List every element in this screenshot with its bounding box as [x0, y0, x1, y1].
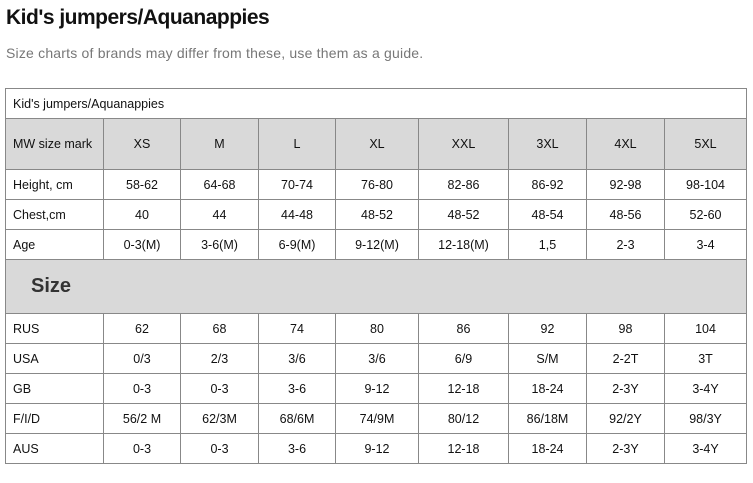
row-label: GB [6, 374, 104, 404]
table-cell: 3-4 [665, 230, 747, 260]
header-size: XS [104, 119, 181, 170]
table-cell: 48-56 [587, 200, 665, 230]
table-cell: 2-3 [587, 230, 665, 260]
table-cell: 64-68 [181, 170, 259, 200]
header-size: XL [336, 119, 419, 170]
row-label: F/I/D [6, 404, 104, 434]
table-cell: 0-3 [104, 374, 181, 404]
table-cell: 3-6(M) [181, 230, 259, 260]
section-heading: Size [6, 260, 747, 314]
table-cell: 86-92 [509, 170, 587, 200]
header-size: XXL [419, 119, 509, 170]
table-cell: 3-4Y [665, 434, 747, 464]
table-row-gb [6, 374, 747, 404]
table-cell: 9-12 [336, 374, 419, 404]
table-cell: 86/18M [509, 404, 587, 434]
table-row-height [6, 170, 747, 200]
table-cell: 9-12 [336, 434, 419, 464]
table-cell: 58-62 [104, 170, 181, 200]
table-cell: 80 [336, 314, 419, 344]
table-cell: 74/9M [336, 404, 419, 434]
table-cell: 1,5 [509, 230, 587, 260]
header-size: 5XL [665, 119, 747, 170]
table-cell: 44 [181, 200, 259, 230]
table-header-row [6, 119, 747, 170]
table-cell: 12-18 [419, 434, 509, 464]
row-label: Age [6, 230, 104, 260]
table-cell: 0-3(M) [104, 230, 181, 260]
table-cell: 3T [665, 344, 747, 374]
table-cell: 52-60 [665, 200, 747, 230]
table-cell: 48-54 [509, 200, 587, 230]
table-row-aus [6, 434, 747, 464]
table-cell: 3-6 [259, 374, 336, 404]
size-chart-table [5, 88, 747, 464]
table-cell: 104 [665, 314, 747, 344]
table-cell: 98 [587, 314, 665, 344]
table-cell: 2/3 [181, 344, 259, 374]
table-cell: 2-3Y [587, 374, 665, 404]
table-cell: 18-24 [509, 374, 587, 404]
header-size: L [259, 119, 336, 170]
table-row-usa [6, 344, 747, 374]
row-label: RUS [6, 314, 104, 344]
row-label: USA [6, 344, 104, 374]
table-caption-row [6, 89, 747, 119]
header-label: MW size mark [6, 119, 104, 170]
table-cell: 12-18(M) [419, 230, 509, 260]
table-cell: 92-98 [587, 170, 665, 200]
table-cell: 98-104 [665, 170, 747, 200]
table-cell: 44-48 [259, 200, 336, 230]
table-cell: 40 [104, 200, 181, 230]
table-cell: S/M [509, 344, 587, 374]
row-label: Height, cm [6, 170, 104, 200]
table-cell: 18-24 [509, 434, 587, 464]
table-cell: 48-52 [419, 200, 509, 230]
table-cell: 0/3 [104, 344, 181, 374]
page-subtitle: Size charts of brands may differ from these, use them as a guide. [6, 45, 424, 61]
row-label: AUS [6, 434, 104, 464]
table-cell: 80/12 [419, 404, 509, 434]
table-cell: 98/3Y [665, 404, 747, 434]
table-cell: 92/2Y [587, 404, 665, 434]
size-section-row [6, 260, 747, 314]
table-caption: Kid's jumpers/Aquanappies [6, 89, 747, 119]
header-size: 3XL [509, 119, 587, 170]
table-row-rus [6, 314, 747, 344]
table-row-chest [6, 200, 747, 230]
table-cell: 70-74 [259, 170, 336, 200]
table-cell: 12-18 [419, 374, 509, 404]
table-cell: 0-3 [181, 374, 259, 404]
table-cell: 68/6M [259, 404, 336, 434]
table-cell: 62/3M [181, 404, 259, 434]
table-cell: 0-3 [104, 434, 181, 464]
header-size: M [181, 119, 259, 170]
table-cell: 62 [104, 314, 181, 344]
table-cell: 6-9(M) [259, 230, 336, 260]
table-cell: 68 [181, 314, 259, 344]
table-cell: 76-80 [336, 170, 419, 200]
table-cell: 82-86 [419, 170, 509, 200]
table-cell: 0-3 [181, 434, 259, 464]
page-title: Kid's jumpers/Aquanappies [6, 6, 270, 29]
table-cell: 2-2T [587, 344, 665, 374]
table-cell: 74 [259, 314, 336, 344]
table-cell: 48-52 [336, 200, 419, 230]
table-cell: 3/6 [259, 344, 336, 374]
table-cell: 56/2 M [104, 404, 181, 434]
header-size: 4XL [587, 119, 665, 170]
table-cell: 9-12(M) [336, 230, 419, 260]
table-row-fid [6, 404, 747, 434]
table-cell: 92 [509, 314, 587, 344]
table-cell: 3-6 [259, 434, 336, 464]
table-row-age [6, 230, 747, 260]
table-cell: 3-4Y [665, 374, 747, 404]
table-cell: 2-3Y [587, 434, 665, 464]
table-cell: 86 [419, 314, 509, 344]
table-cell: 6/9 [419, 344, 509, 374]
row-label: Chest,cm [6, 200, 104, 230]
table-cell: 3/6 [336, 344, 419, 374]
